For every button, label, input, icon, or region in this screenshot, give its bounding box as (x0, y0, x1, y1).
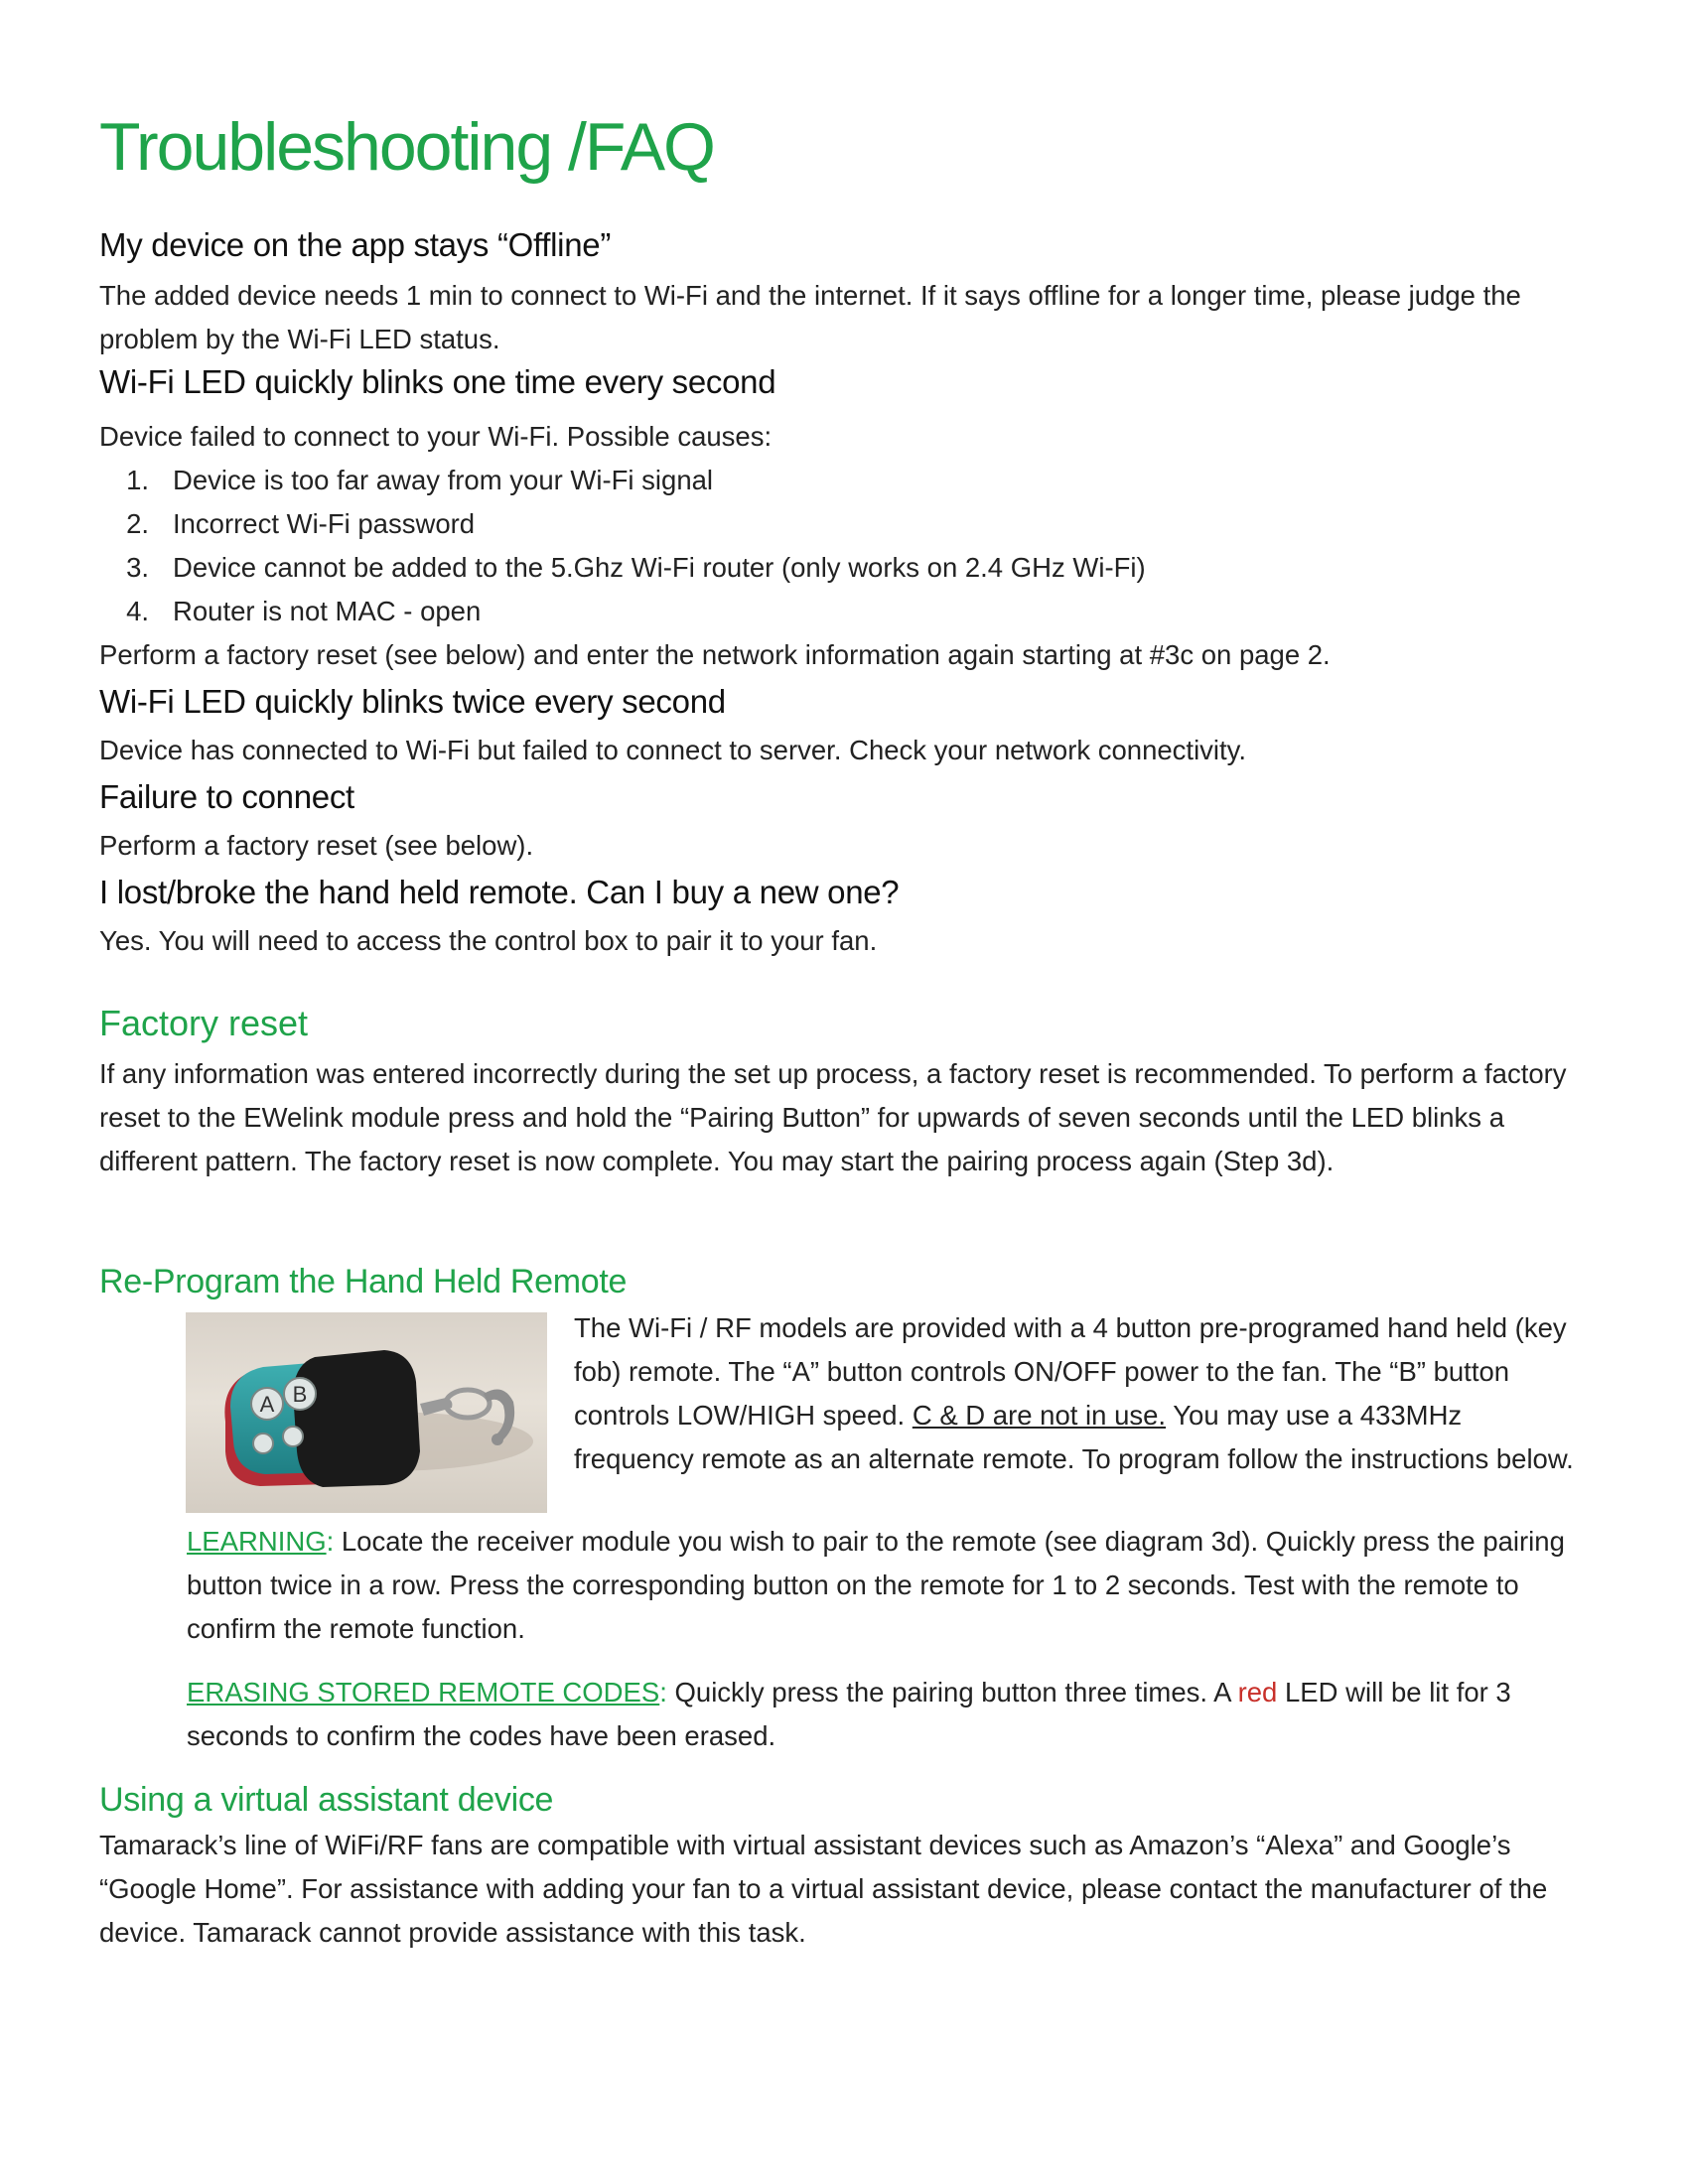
erasing-label: ERASING STORED REMOTE CODES (187, 1677, 660, 1707)
red-led-word: red (1237, 1677, 1278, 1707)
remote-lost-body: Yes. You will need to access the control box to pair it to your fan. (99, 925, 878, 956)
factory-reset-heading: Factory reset (99, 1003, 309, 1043)
fob-button-b-label: B (292, 1382, 308, 1407)
not-in-use-note: C & D are not in use. (912, 1400, 1167, 1431)
reprogram-heading: Re-Program the Hand Held Remote (99, 1263, 628, 1300)
offline-body: The added device needs 1 min to connect to Wi-Fi and the internet. If it says offline for a longer time, please judge the problem by the Wi-Fi LED status. (99, 280, 1521, 354)
blink-twice-heading: Wi-Fi LED quickly blinks twice every second (99, 683, 726, 720)
list-item: 2. Incorrect Wi-Fi password (126, 508, 476, 539)
fob-button-a-label: A (259, 1392, 275, 1417)
learning-label: LEARNING (187, 1526, 327, 1557)
erasing-paragraph: ERASING STORED REMOTE CODES: Quickly press the pairing button three times. A red LED will be lit for 3 seconds to confirm the codes have been erased. (187, 1677, 1511, 1751)
list-item: 4. Router is not MAC - open (126, 596, 482, 626)
list-item: 3. Device cannot be added to the 5.Ghz Wi-Fi router (only works on 2.4 GHz Wi-Fi) (126, 552, 1146, 583)
key-fob-photo (186, 1312, 547, 1513)
blink-twice-body: Device has connected to Wi-Fi but failed to connect to server. Check your network connectivity. (99, 735, 1247, 765)
learning-paragraph: LEARNING: Locate the receiver module you wish to pair to the remote (see diagram 3d). Quickly press the pairing button twice in a row. Press the corresponding button on the remote for 1 to 2 seconds. Test with the remote to confirm the remote function. (187, 1526, 1565, 1644)
list-item: 1. Device is too far away from your Wi-Fi signal (126, 465, 714, 495)
failure-body: Perform a factory reset (see below). (99, 830, 534, 861)
reprogram-body: The Wi-Fi / RF models are provided with a 4 button pre-programed hand held (key fob) remote. The “A” button controls ON/OFF power to the fan. The “B” button controls LOW/HIGH speed. C & D are not in use. You may use a 433MHz frequency remote as an alternate remote. To program follow the instructions below. (574, 1312, 1574, 1474)
blink-once-intro: Device failed to connect to your Wi-Fi. Possible causes: (99, 421, 773, 452)
virtual-assistant-body: Tamarack’s line of WiFi/RF fans are compatible with virtual assistant devices such as Amazon’s “Alexa” and Google’s “Google Home”. For assistance with adding your fan to a virtual assistant device, please contact the manufacturer of the device. Tamarack cannot provide assistance with this task. (99, 1830, 1548, 1948)
remote-lost-heading: I lost/broke the hand held remote. Can I buy a new one? (99, 874, 900, 910)
blink-once-heading: Wi-Fi LED quickly blinks one time every second (99, 363, 776, 400)
offline-heading: My device on the app stays “Offline” (99, 226, 612, 263)
blink-once-outro: Perform a factory reset (see below) and enter the network information again starting at #3c on page 2. (99, 639, 1331, 670)
virtual-assistant-heading: Using a virtual assistant device (99, 1781, 554, 1819)
causes-list (99, 459, 1146, 633)
key-fob-icon (186, 1312, 547, 1513)
page-title: Troubleshooting /FAQ (99, 109, 714, 185)
factory-reset-body: If any information was entered incorrectly during the set up process, a factory reset is recommended. To perform a factory reset to the EWelink module press and hold the “Pairing Button” for upwards of seven seconds until the LED blinks a different pattern. The factory reset is now complete. You may start the pairing process again (Step 3d). (99, 1058, 1567, 1176)
failure-heading: Failure to connect (99, 778, 354, 815)
